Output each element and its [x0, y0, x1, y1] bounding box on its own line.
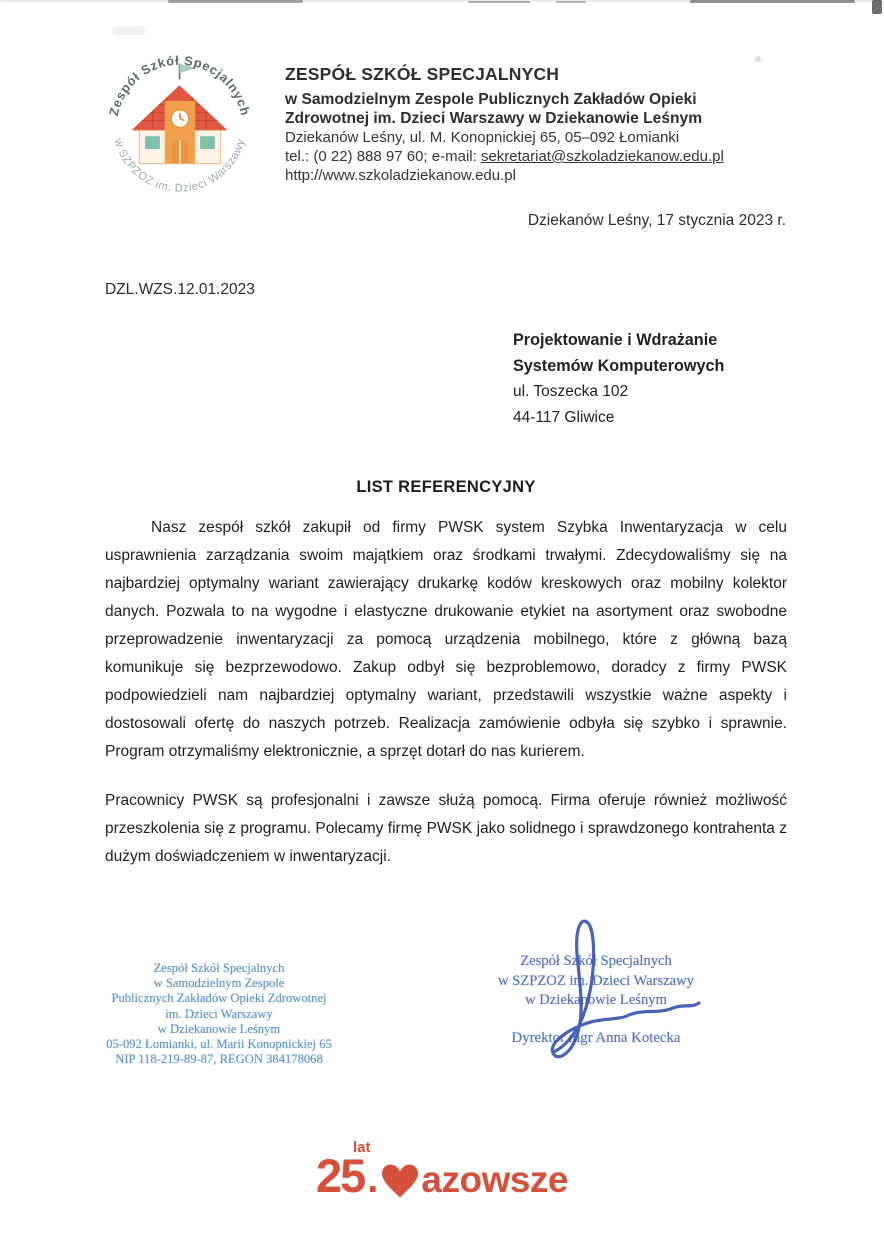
org-name: ZESPÓŁ SZKÓŁ SPECJALNYCH	[285, 64, 560, 84]
signer-title-name: Dyrektor mgr Anna Kotecka	[511, 1029, 681, 1046]
logo-dot: .	[367, 1157, 379, 1201]
mazowsze-25-lat-logo	[0, 1139, 884, 1203]
logo-number-25: 25	[315, 1149, 365, 1202]
stamp-line: im. Dzieci Warszawy	[165, 1006, 273, 1021]
stamp-line: w Dziekanowie Leśnym	[525, 992, 667, 1008]
scan-artifact	[755, 56, 761, 62]
scan-artifact	[468, 1, 530, 3]
org-website: http://www.szkoladziekanow.edu.pl	[285, 167, 516, 184]
director-stamp-right	[468, 952, 724, 1048]
recipient-name-line2: Systemów Komputerowych	[513, 357, 725, 375]
stamp-line: NIP 118-219-89-87, REGON 384178068	[115, 1052, 323, 1067]
school-seal-logo	[94, 46, 266, 201]
logo-lat-label: lat	[352, 1139, 371, 1156]
recipient-street: ul. Toszecka 102	[513, 383, 629, 400]
date-line: Dziekanów Leśny, 17 stycznia 2023 r.	[527, 212, 786, 229]
stamp-line: w SZPZOZ im. Dzieci Warszawy	[498, 972, 694, 989]
scan-artifact	[872, 0, 882, 14]
org-line3: Zdrowotnej im. Dzieci Warszawy w Dziekanowie Leśnym	[285, 110, 703, 127]
seal-top-text: Zespół Szkół Specjalnych	[105, 52, 254, 118]
seal-bottom-text: w SZPZOZ im. Dzieci Warszawy	[111, 137, 248, 195]
scan-artifact	[690, 0, 855, 3]
stamp-line: w Dziekanowie Leśnym	[157, 1021, 281, 1036]
org-line2: w Samodzielnym Zespole Publicznych Zakładów Opieki	[285, 91, 697, 108]
heart-m-icon	[380, 1163, 420, 1199]
org-email: sekretariat@szkoladziekanow.edu.pl	[480, 148, 724, 165]
stamp-line: w Samodzielnym Zespole	[153, 976, 285, 991]
recipient-address	[513, 327, 724, 431]
scan-artifact	[556, 1, 586, 3]
recipient-city: 44-117 Gliwice	[513, 409, 615, 426]
stamp-line: Publicznych Zakładów Opieki Zdrowotnej	[111, 991, 327, 1006]
stamp-line: Zespół Szkół Specjalnych	[520, 953, 672, 969]
body-paragraph-2: Pracownicy PWSK są profesjonalni i zawsze służą pomocą. Firma oferuje również możliwość przeszkolenia się z programu. Polecamy firmę PWSK jako solidnego i sprawdzonego kontrahenta z dużym doświadczeniem w inwentaryzacji.	[105, 792, 787, 865]
scan-artifact	[168, 0, 303, 3]
recipient-name-line1: Projektowanie i Wdrażanie	[513, 331, 718, 349]
org-phone: tel.: (0 22) 888 97 60; e-mail:	[285, 148, 481, 165]
org-contact-line	[285, 147, 724, 166]
scan-artifact	[112, 26, 146, 35]
stamp-line: Zespół Szkół Specjalnych	[153, 961, 285, 975]
letterhead	[285, 64, 724, 185]
schoolhouse-icon	[131, 64, 227, 164]
document-title: LIST REFERENCYJNY	[356, 478, 536, 496]
logo-name-rest: azowsze	[421, 1159, 569, 1200]
letter-body	[105, 514, 787, 871]
stamp-line: 05-092 Łomianki, ul. Marii Konopnickiej 65	[106, 1037, 332, 1052]
institution-stamp-left	[88, 961, 350, 1067]
reference-number: DZL.WZS.12.01.2023	[105, 281, 255, 298]
org-address: Dziekanów Leśny, ul. M. Konopnickiej 65, 05–092 Łomianki	[285, 129, 680, 146]
body-paragraph-1: Nasz zespół szkół zakupił od firmy PWSK system Szybka Inwentaryzacja w celu usprawnienia zarządzania swoim majątkiem oraz środkami trwałymi. Zdecydowaliśmy się na najbardziej optymalny wariant zawierający drukarkę kodów kreskowych oraz mobilny kolektor danych. Pozwala to na wygodne i elastyczne drukowanie etykiet na asortyment oraz swobodne przeprowadzenie inwentaryzacji za pomocą urządzenia mobilnego, które z główną bazą komunikuje się bezprzewodowo. Zakup odbył się bezproblemowo, doradcy z firmy PWSK podpowiedzieli nam najbardziej optymalny wariant, przedstawili wszystkie ważne aspekty i dostosowali ofertę do naszych potrzeb. Realizacja zamówienie odbyła się szybko i sprawnie. Program otrzymaliśmy elektronicznie, a sprzęt dotarł do nas kurierem.	[105, 519, 787, 760]
